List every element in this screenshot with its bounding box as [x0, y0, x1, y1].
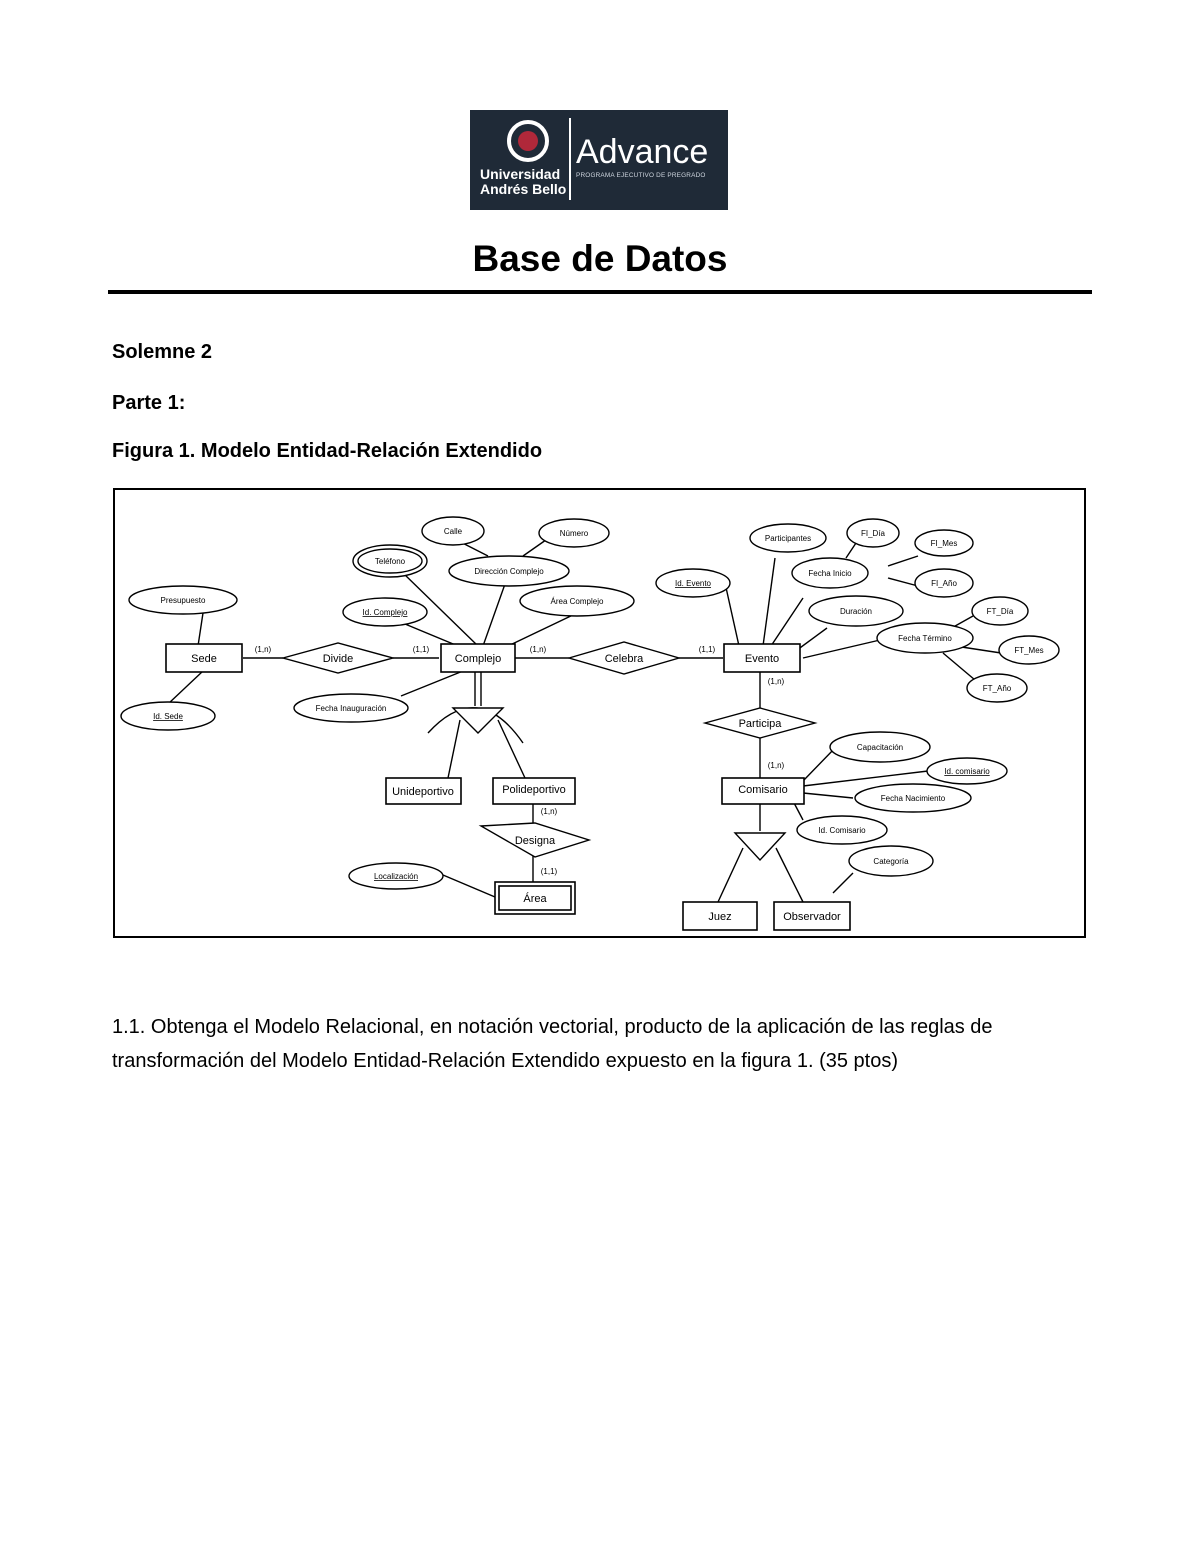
attr-localizacion: Localización	[373, 872, 419, 881]
attr-id-sede: Id. Sede	[153, 712, 183, 721]
entity-observador: Observador	[783, 911, 841, 923]
question-1-1: 1.1. Obtenga el Modelo Relacional, en notación vectorial, producto de la aplicación de las reglas de transformación del Modelo Entidad-Relación Extendido expuesto en la figura 1. (35 ptos)	[112, 1016, 993, 1072]
title-rule	[108, 290, 1092, 294]
attr-id-comisario-2: Id. Comisario	[818, 826, 866, 835]
card-complejo-celebra: (1,n)	[529, 645, 547, 654]
attr-direccion-complejo: Dirección Complejo	[474, 567, 544, 576]
card-sede-divide: (1,n)	[254, 645, 272, 654]
entity-sede: Sede	[191, 653, 217, 665]
figure-caption: Figura 1. Modelo Entidad-Relación Extendido	[112, 440, 543, 462]
card-polideportivo-designa: (1,n)	[540, 807, 558, 816]
logo-divider	[569, 118, 571, 200]
attr-fi-mes: FI_Mes	[930, 539, 958, 548]
card-designa-area: (1,1)	[540, 867, 558, 876]
entity-evento: Evento	[744, 653, 780, 665]
attr-fi-dia: FI_Día	[860, 529, 886, 538]
attr-capacitacion: Capacitación	[856, 743, 904, 752]
attr-fecha-inauguracion: Fecha Inauguración	[315, 704, 387, 713]
relationship-participa: Participa	[738, 718, 782, 730]
attr-duracion: Duración	[839, 607, 873, 616]
attr-area-complejo: Área Complejo	[550, 597, 604, 606]
attr-ft-mes: FT_Mes	[1014, 646, 1044, 655]
attr-ft-dia: FT_Día	[986, 607, 1014, 616]
attr-numero: Número	[559, 529, 589, 538]
attr-fecha-termino: Fecha Término	[898, 634, 952, 643]
attr-categoria: Categoría	[873, 857, 909, 866]
section-heading: Solemne 2	[112, 341, 213, 363]
part-heading: Parte 1:	[112, 392, 186, 414]
attr-id-comisario: Id. comisario	[944, 767, 990, 776]
attr-presupuesto: Presupuesto	[160, 596, 206, 605]
university-logo	[470, 110, 728, 210]
attr-id-complejo: Id. Complejo	[362, 608, 408, 617]
card-divide-complejo: (1,1)	[412, 645, 430, 654]
attr-participantes: Participantes	[764, 534, 812, 543]
entity-complejo: Complejo	[454, 653, 502, 665]
er-diagram	[113, 488, 1086, 938]
card-evento-participa: (1,n)	[767, 677, 785, 686]
brand-tagline: PROGRAMA EJECUTIVO DE PREGRADO	[576, 172, 706, 179]
attr-calle: Calle	[443, 527, 463, 536]
page-title: Base de Datos	[472, 238, 728, 279]
attr-ft-ano: FT_Año	[982, 684, 1012, 693]
entity-polideportivo: Polideportivo	[502, 784, 566, 796]
relationship-celebra: Celebra	[604, 653, 644, 665]
university-name: Universidad Andrés Bello	[480, 166, 567, 197]
entity-unideportivo: Unideportivo	[392, 786, 454, 798]
relationship-divide: Divide	[322, 653, 354, 665]
brand-name: Advance	[576, 133, 709, 171]
relationship-designa: Designa	[514, 835, 556, 847]
attr-telefono: Teléfono	[374, 557, 406, 566]
attr-id-evento: Id. Evento	[674, 579, 712, 588]
attr-fecha-inicio: Fecha Inicio	[808, 569, 852, 578]
entity-comisario: Comisario	[738, 784, 788, 796]
attr-fi-ano: FI_Año	[931, 579, 957, 588]
university-emblem-icon	[507, 120, 549, 162]
card-participa-comisario: (1,n)	[767, 761, 785, 770]
entity-juez: Juez	[708, 911, 732, 923]
card-celebra-evento: (1,1)	[698, 645, 716, 654]
entity-area: Área	[523, 893, 547, 905]
attr-fecha-nacimiento: Fecha Nacimiento	[880, 794, 946, 803]
